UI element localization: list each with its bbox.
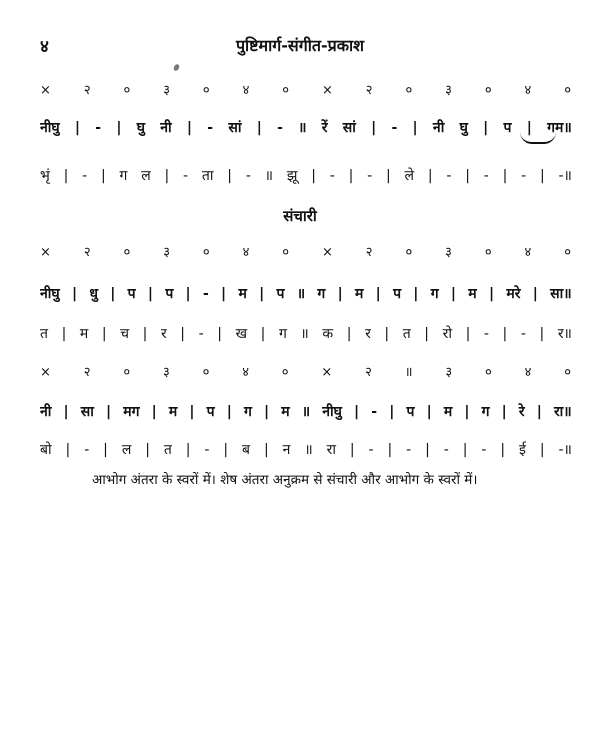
notation-cell: -॥ [558,442,572,458]
notation-cell: | [185,442,191,458]
notation-cell: - [483,326,489,342]
notation-cell: र॥ [557,326,572,342]
notation-cell: | [532,286,538,302]
notation-cell: | [389,404,395,420]
notation-cell: × [40,245,52,260]
notation-cell: म [168,404,178,420]
notation-cell: | [462,442,468,458]
notation-cell: | [63,404,69,420]
notation-cell: | [221,286,227,302]
notation-cell: - [204,442,210,458]
notation-cell: ग [481,404,490,420]
notation-cell: | [263,442,269,458]
notation-cell: - [82,168,88,184]
notation-cell: × [321,245,334,260]
notation-cell: - [368,442,374,458]
notation-cell: ३ [163,83,171,98]
notation-cell: - [520,326,526,342]
page-title: पुष्टिमार्ग-संगीत-प्रकाश [235,36,365,55]
notation-cell: | [180,326,186,342]
notation-cell: त [40,326,48,342]
notation-cell: नीघु [40,286,60,302]
notation-cell: | [412,120,418,136]
notation-cell: ० [564,245,572,260]
notation-cell: ४ [524,83,533,98]
ink-smudge [173,63,181,72]
notation-cell: | [61,326,67,342]
notation-cell: ४ [242,365,250,380]
notation-cell: | [103,442,108,458]
notation-cell: प [206,404,215,420]
notation-cell: | [260,326,266,342]
notation-cell: २ [83,245,92,260]
notation-cell: प [165,286,174,302]
notation-cell: | [101,326,107,342]
notation-cell: ० [123,83,132,98]
notation-cell: नीघु [40,120,60,136]
notation-cell: ॥ [304,442,313,458]
notation-cell: | [526,120,532,136]
notation-cell: ॥ [300,326,309,342]
notation-cell: ४ [242,245,251,260]
notation-cell: | [426,404,432,420]
notation-cell: ग [243,404,252,420]
sanchari-beat-row-2 [40,362,572,380]
notation-cell: नी [432,120,445,136]
notation-cell: २ [365,365,373,380]
notation-cell: | [464,404,470,420]
notation-cell: | [371,120,377,136]
notation-cell: ४ [242,83,251,98]
notation-cell: - [183,168,189,184]
notation-cell: र [365,326,371,342]
notation-cell: | [116,120,122,136]
notation-cell: | [164,168,170,184]
notation-cell: | [424,326,430,342]
notation-cell: ब [242,442,251,458]
notation-cell: नीघु [322,404,342,420]
notation-cell: ३ [445,245,453,260]
notation-cell: - [371,404,378,420]
notation-cell: २ [365,245,374,260]
notation-cell: | [349,442,355,458]
notation-cell: नी [160,120,172,136]
notation-cell: | [375,286,381,302]
notation-cell: | [413,286,419,302]
notation-cell: | [145,442,150,458]
notation-cell: ४ [524,245,533,260]
notation-cell: - [198,326,204,342]
sanchari-lyrics-row-2 [40,440,572,459]
notation-cell: ॥ [298,120,307,136]
notation-cell: | [110,286,116,302]
notation-cell: ० [282,245,291,260]
notation-cell: | [259,286,265,302]
notation-cell: | [384,326,390,342]
notation-cell: | [502,168,508,184]
notation-cell: | [74,120,81,136]
notation-cell: प [127,286,136,302]
notation-cell: ० [123,245,132,260]
notation-cell: सां [228,120,242,136]
notation-cell: | [101,168,106,184]
notation-cell: म [281,404,290,420]
notation-cell: - [481,442,487,458]
notation-cell: म [79,326,89,342]
notation-cell: - [483,168,489,184]
footnote-paragraph: आभोग अंतरा के स्वरों में। शेष अंतरा अनुक्रम से संचारी और आभोग के स्वरों में। [92,472,478,488]
notation-cell: | [539,326,545,342]
notation-cell: ख [235,326,248,342]
notation-cell: ३ [162,365,171,380]
notation-cell: बो [40,442,52,458]
notation-cell: त [402,326,411,342]
notation-cell: न [282,442,291,458]
notation-cell: | [186,120,193,136]
notation-cell: ग [119,168,128,184]
notation-cell: ० [281,365,290,380]
notation-cell: - [84,442,90,458]
notation-cell: ॥ [404,365,414,380]
notation-cell: ले [404,168,415,184]
notation-cell: ० [484,83,493,98]
notation-cell: नी [40,404,52,420]
notation-cell: रे [518,404,525,420]
notation-cell: - [202,286,209,302]
notation-cell: गम॥ [547,120,572,136]
notation-cell: - [95,120,102,136]
notation-cell: | [536,404,542,420]
notation-cell: ० [564,83,572,98]
notation-cell: भृं [40,168,50,184]
notation-cell: त [163,442,172,458]
section-title: संचारी [283,207,317,225]
notation-cell: सां [342,120,356,136]
notation-cell: ० [282,83,291,98]
sanchari-notes-row-1 [40,284,572,303]
notation-cell: - [446,168,452,184]
page-header [0,34,600,58]
notation-cell: - [367,168,373,184]
notation-cell: | [354,404,360,420]
notation-cell: म [443,404,453,420]
notation-cell: | [256,120,262,136]
notation-cell: २ [83,365,92,380]
notation-cell: रा॥ [553,404,572,420]
sthayi-lyrics-row [40,166,572,185]
notation-cell: प [276,286,285,302]
notation-cell: ई [519,442,526,458]
notation-cell: | [539,168,545,184]
notation-cell: | [217,326,222,342]
notation-cell: ० [202,245,211,260]
notation-cell: | [151,404,157,420]
notation-cell: ॥ [264,168,274,184]
notation-cell: म [238,286,247,302]
notation-cell: × [40,83,52,98]
notation-cell: ० [405,83,414,98]
notation-cell: ३ [445,83,453,98]
notation-cell: ० [564,365,572,380]
notation-cell: | [263,404,270,420]
notation-cell: सा [80,404,94,420]
notation-cell: - [207,120,214,136]
notation-cell: ३ [445,365,454,380]
notation-cell: ॥ [301,404,311,420]
notation-cell: ल [121,442,132,458]
page-number: ४ [40,37,49,57]
notation-cell: | [223,442,229,458]
notation-cell: मरे [506,286,521,302]
notation-cell: मग [123,404,140,420]
notation-cell: रा [326,442,336,458]
notation-cell: | [488,286,495,302]
notation-cell: ग [278,326,287,342]
notation-cell: ० [202,365,211,380]
notation-cell: | [450,286,456,302]
notation-cell: | [539,442,545,458]
notation-cell: -॥ [558,168,572,184]
sanchari-beat-row-1 [40,242,572,260]
notation-cell: | [142,326,148,342]
notation-cell: ० [123,365,132,380]
notation-cell: - [245,168,251,184]
notation-cell: - [443,442,449,458]
notation-cell: २ [365,83,374,98]
notation-cell: रें [321,120,328,136]
notation-cell: प [393,286,402,302]
notation-cell: | [386,168,391,184]
notation-cell: | [502,326,508,342]
notation-cell: ता [201,168,214,184]
notation-cell: | [348,168,354,184]
notation-cell: क [322,326,334,342]
notation-cell: | [427,168,433,184]
notation-cell: ३ [163,245,171,260]
notation-cell: म [355,286,364,302]
notation-cell: ० [405,245,414,260]
notation-cell: | [227,168,233,184]
notation-cell: × [321,83,334,98]
notation-cell: ग [317,286,326,302]
notation-cell: - [521,168,527,184]
notation-cell: ० [484,245,493,260]
sanchari-lyrics-row-1 [40,324,572,343]
notation-cell: | [189,404,195,420]
notation-cell: रो [442,326,452,342]
notation-cell: × [40,365,52,380]
notation-cell: र [160,326,167,342]
notation-cell: | [346,326,352,342]
notation-cell: | [425,442,430,458]
meend-arc [520,132,556,144]
notation-cell: ग [430,286,439,302]
notation-cell: धु [89,286,98,302]
notation-cell: | [226,404,232,420]
notation-cell: | [71,286,78,302]
notation-cell: २ [83,83,92,98]
notation-cell: | [465,168,470,184]
notation-cell: प [503,120,512,136]
notation-cell: सा॥ [550,286,572,302]
notation-cell: | [63,168,69,184]
notation-cell: ० [485,365,493,380]
notation-cell: च [120,326,130,342]
notation-cell: - [329,168,335,184]
notation-cell: | [483,120,489,136]
notation-cell: ॥ [296,286,306,302]
notation-cell: घु [459,120,468,136]
notation-cell: - [406,442,412,458]
notation-cell: | [501,404,507,420]
notation-cell: घु [136,120,146,136]
notation-cell: झू [286,168,298,184]
notation-cell: | [185,286,191,302]
sthayi-beat-row [40,80,572,98]
sthayi-notes-row [40,118,572,137]
notation-cell: | [65,442,71,458]
notation-cell: | [465,326,471,342]
notation-cell: | [500,442,506,458]
notation-cell: × [321,365,334,380]
sanchari-notes-row-2 [40,402,572,421]
notation-cell: ० [202,83,211,98]
notation-cell: - [391,120,398,136]
notation-cell: | [311,168,316,184]
notation-cell: - [277,120,283,136]
notation-cell: ४ [524,365,533,380]
notation-cell: प [406,404,415,420]
notation-cell: म [468,286,477,302]
notation-cell: ल [141,168,151,184]
notation-cell: | [147,286,154,302]
notation-cell: | [387,442,393,458]
notation-cell: | [337,286,343,302]
notation-cell: | [106,404,112,420]
